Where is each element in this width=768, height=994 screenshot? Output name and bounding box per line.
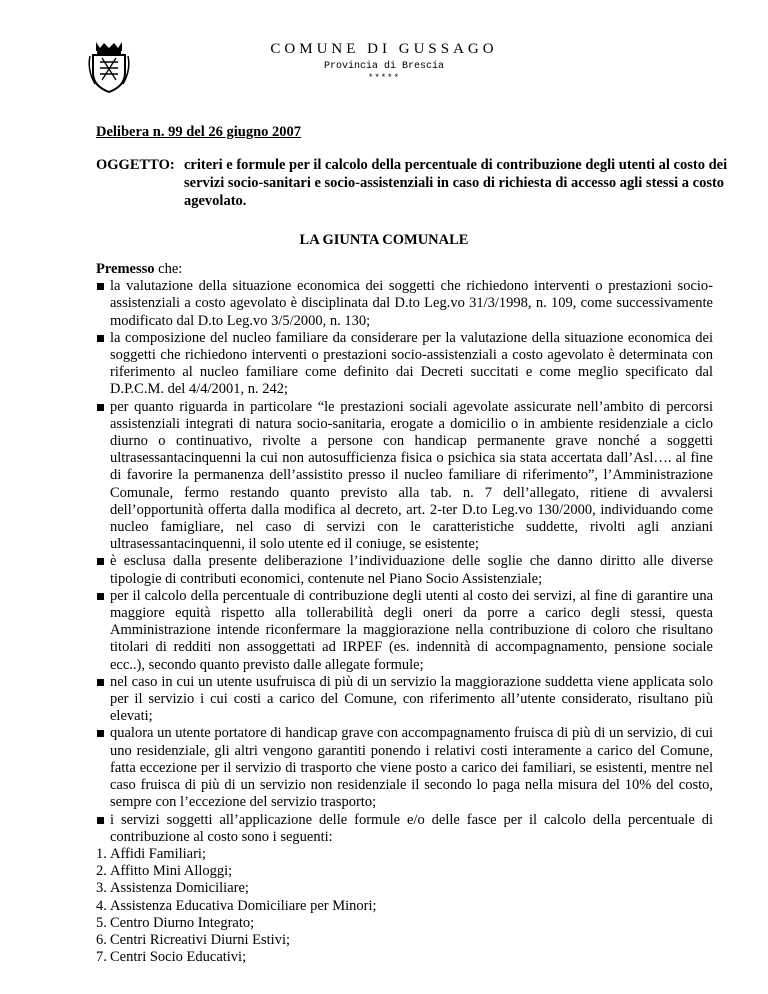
service-item xyxy=(96,863,713,880)
list-item: nel caso in cui un utente usufruisca di più di un servizio la maggiorazione suddetta viene applicata solo per il servizio i cui costi a carico del Comune, con riferimento all’utente considerato, risultano più elevati; xyxy=(96,674,713,726)
service-number: 2. xyxy=(96,863,107,880)
service-item xyxy=(96,932,713,949)
service-number: 3. xyxy=(96,880,107,897)
services-list xyxy=(96,846,713,966)
subject-text: criteri e formule per il calcolo della percentuale di contribuzione degli utenti al costo dei servizi socio-sanitari e socio-assistenziali in caso di richiesta di accesso agli stessi a costo agevolato. xyxy=(184,157,728,209)
service-label: Assistenza Educativa Domiciliare per Minori; xyxy=(110,897,377,914)
list-item: per quanto riguarda in particolare “le prestazioni sociali agevolate assicurate nell’ambito di percorsi assistenziali integrati di natura socio-sanitaria, erogate a domicilio o in ambiente residenziale a ciclo diurno o continuativo, rivolte a persone con handicap permanente grave nonché a soggetti ultrasessantacinquenni la cui non autosufficienza fisica o psichica sia stata accertata dall’Asl…. al fine di favorire la permanenza dell’assistito presso il nucleo familiare di riferimento”, l’Amministrazione Comunale, fermo restando quanto previsto alla tab. n. 7 dell’allegato, ritiene di avvalersi dell’opportunità offerta dalla modifica al decreto, art. 2-ter D.to Leg.vo 130/2000, individuando come nucleo famigliare, nel caso di servizi con le caratteristiche suddette, rivolti agli anziani ultrasessantacinquenni, il solo utente ed il coniuge, se esistente; xyxy=(96,399,713,554)
section-heading: LA GIUNTA COMUNALE xyxy=(299,232,469,248)
premise-intro xyxy=(96,261,713,278)
service-label: Assistenza Domiciliare; xyxy=(110,880,249,897)
service-number: 1. xyxy=(96,845,107,862)
service-number: 6. xyxy=(96,931,107,948)
document-body xyxy=(96,261,713,966)
resolution-number: Delibera n. 99 del 26 giugno 2007 xyxy=(96,124,302,140)
list-item: è esclusa dalla presente deliberazione l’individuazione delle soglie che danno diritto alle diverse tipologie di contributi economici, contenute nel Piano Socio Assistenziale; xyxy=(96,553,713,587)
service-item xyxy=(96,880,713,897)
service-number: 5. xyxy=(96,914,107,931)
list-item: la composizione del nucleo familiare da considerare per la valutazione della situazione economica dei soggetti che richiedono interventi o prestazioni socio-assistenziali a costo agevolato è determinata con riferimento al nucleo familiare come definito dai Decreti succitati e come meglio specificato dal D.P.C.M. del 4/4/2001, n. 242; xyxy=(96,330,713,399)
subject-block xyxy=(96,156,736,210)
service-label: Affidi Familiari; xyxy=(110,845,206,862)
service-number: 7. xyxy=(96,949,107,966)
service-label: Centri Ricreativi Diurni Estivi; xyxy=(110,931,291,948)
municipality-title: COMUNE DI GUSSAGO xyxy=(270,41,498,57)
service-label: Centri Socio Educativi; xyxy=(110,949,247,966)
list-item: la valutazione della situazione economica dei soggetti che richiedono interventi o prestazioni socio-assistenziali a costo agevolato è disciplinata dal D.to Leg.vo 31/3/1998, n. 109, come successivamente modificato dal D.to Leg.vo 3/5/2000, n. 130; xyxy=(96,278,713,330)
service-item xyxy=(96,949,713,966)
list-item: per il calcolo della percentuale di contribuzione degli utenti al costo dei servizi, al fine di garantire una maggiore equità rispetto alla tollerabilità degli oneri da porre a carico degli stessi, questa Amministrazione intende riconfermare la maggiorazione nella contribuzione di coloro che risultano titolari di redditi non assoggettati ad IRPEF (es. indennità di accompagnamento, pensione sociale ecc..), secondo quanto previsto dalle allegate formule; xyxy=(96,588,713,674)
service-item xyxy=(96,846,713,863)
service-number: 4. xyxy=(96,897,107,914)
list-item: i servizi soggetti all’applicazione delle formule e/o delle fasce per il calcolo della percentuale di contribuzione al costo sono i seguenti: xyxy=(96,812,713,846)
subject-label: OGGETTO: xyxy=(96,157,175,173)
premise-rest: che: xyxy=(154,261,183,277)
service-item xyxy=(96,915,713,932)
service-label: Affitto Mini Alloggi; xyxy=(110,863,233,880)
service-item xyxy=(96,898,713,915)
header-stars: ***** xyxy=(367,73,400,83)
province-subtitle: Provincia di Brescia xyxy=(323,61,445,72)
premise-bold: Premesso xyxy=(96,261,155,277)
list-item: qualora un utente portatore di handicap grave con accompagnamento fruisca di più di un servizio, di cui uno residenziale, gli altri vengono garantiti ponendo i relativi costi interamente a carico del Comune, fatta eccezione per il servizio di trasporto che viene posto a carico dei familiari, se esistenti, mentre nel caso fruisca di più di un servizio non residenziale il secondo lo paga nella misura del 10% del costo, sempre con l’eccezione del servizio trasporto; xyxy=(96,725,713,811)
service-label: Centro Diurno Integrato; xyxy=(110,914,255,931)
premise-list xyxy=(96,278,713,846)
